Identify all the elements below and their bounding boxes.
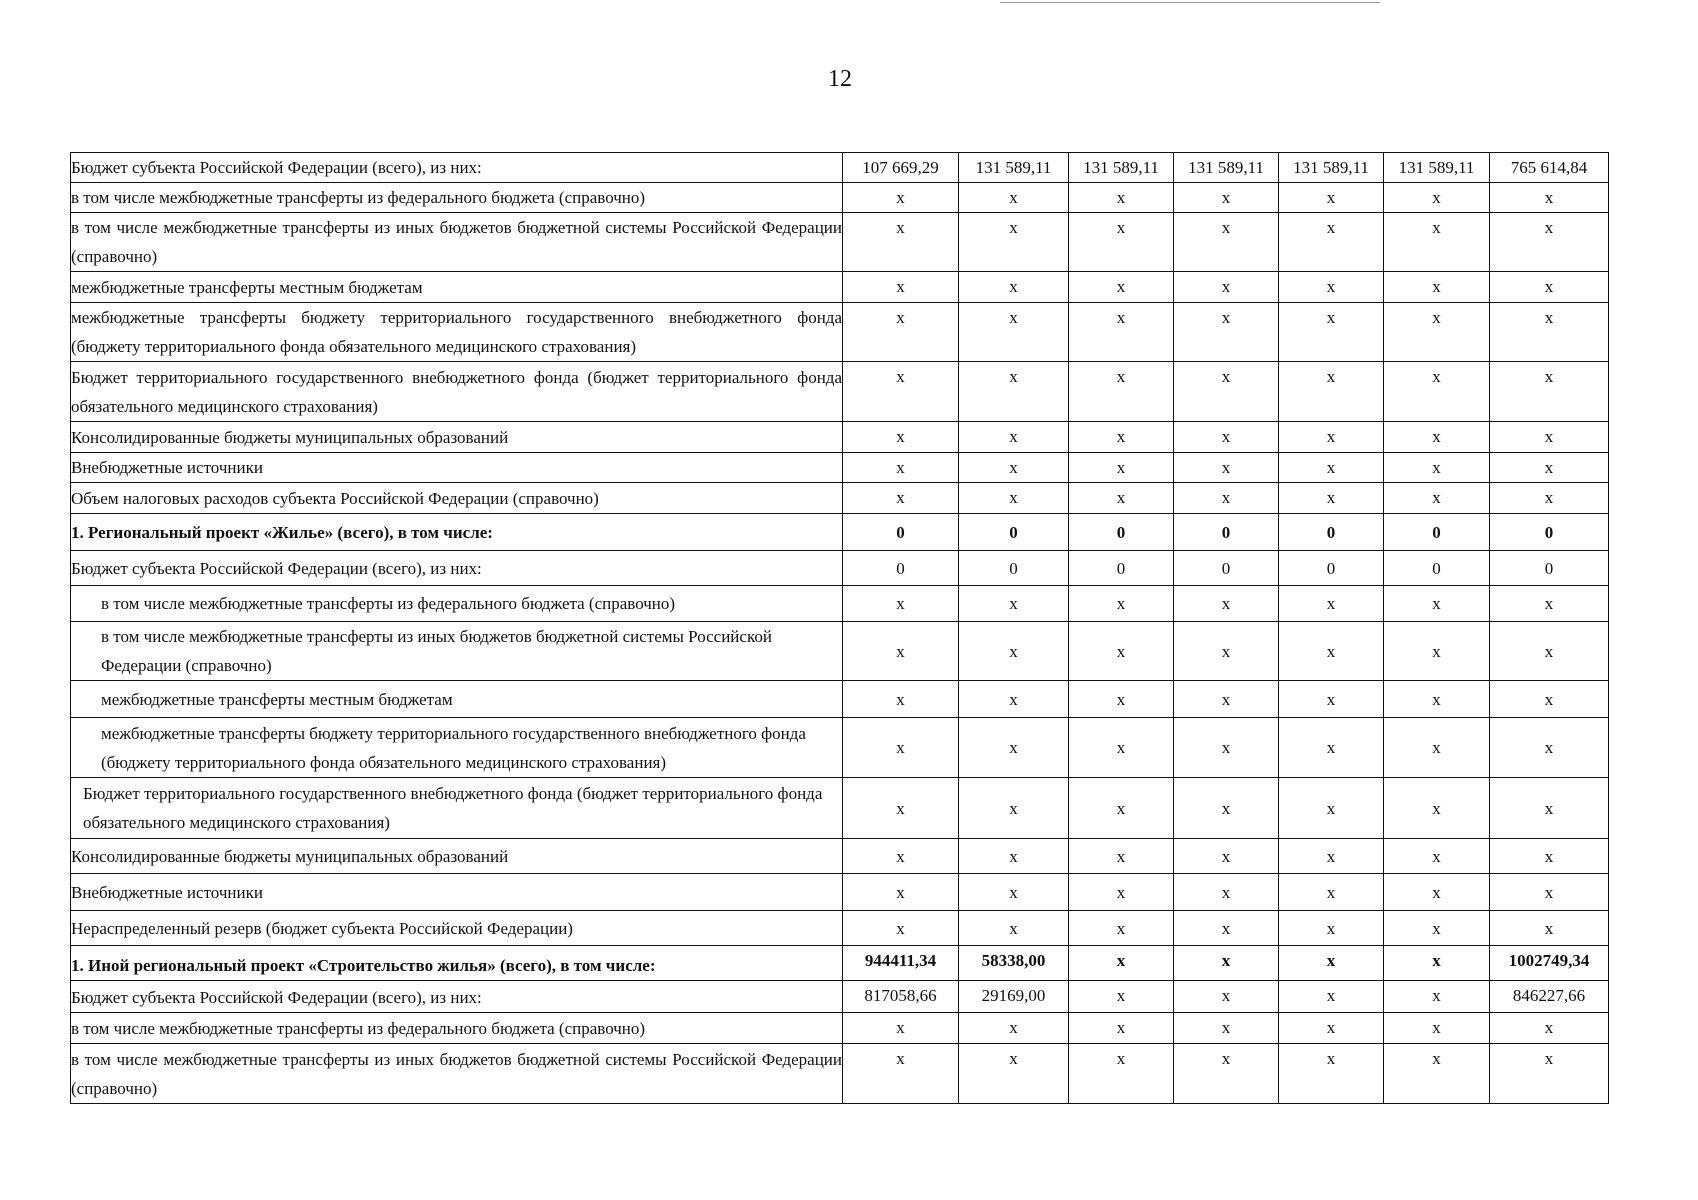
cell-value: x [1384,213,1490,272]
cell-value: x [959,718,1069,778]
cell-value: x [1174,213,1279,272]
cell-value: x [1279,1044,1384,1104]
cell-value: x [1279,778,1384,839]
cell-value: x [843,213,959,272]
cell-value: 0 [1490,551,1609,586]
cell-value: 58338,00 [959,946,1069,981]
cell-value: x [959,303,1069,362]
cell-value: x [1279,183,1384,213]
cell-value: x [1069,681,1174,718]
table-row [71,183,1609,213]
row-label: в том числе межбюджетные трансферты из иных бюджетов бюджетной системы Российской Федерации (справочно) [71,622,843,681]
cell-value: 0 [959,551,1069,586]
cell-value: x [1490,586,1609,622]
cell-value: x [1174,839,1279,874]
cell-value: x [1069,622,1174,681]
cell-value: x [1279,622,1384,681]
cell-value: x [1069,453,1174,483]
cell-value: x [1279,422,1384,453]
cell-value: x [1174,946,1279,981]
cell-value: x [1279,586,1384,622]
table-row [71,1044,1609,1104]
cell-value: 0 [1279,551,1384,586]
cell-value: x [1174,362,1279,422]
cell-value: x [1069,911,1174,946]
cell-value: x [1490,362,1609,422]
cell-value: x [1069,778,1174,839]
cell-value: 944411,34 [843,946,959,981]
cell-value: x [959,362,1069,422]
table-row [71,946,1609,981]
table-row [71,551,1609,586]
cell-value: x [959,272,1069,303]
cell-value: x [843,453,959,483]
cell-value: 846227,66 [1490,981,1609,1013]
cell-value: x [1069,839,1174,874]
table-row [71,981,1609,1013]
table-row [71,1013,1609,1044]
cell-value: 0 [1174,551,1279,586]
cell-value: 0 [843,514,959,551]
table-row [71,362,1609,422]
cell-value: x [1384,911,1490,946]
cell-value: x [1069,1013,1174,1044]
cell-value: 0 [1384,514,1490,551]
table-row [71,718,1609,778]
cell-value: x [1384,453,1490,483]
cell-value: 131 589,11 [1279,153,1384,183]
cell-value: x [959,453,1069,483]
cell-value: x [1384,778,1490,839]
cell-value: x [1490,453,1609,483]
cell-value: x [1384,422,1490,453]
cell-value: x [959,622,1069,681]
cell-value: x [1174,874,1279,911]
cell-value: x [1384,681,1490,718]
row-label: межбюджетные трансферты местным бюджетам [71,681,843,718]
cell-value: x [1279,483,1384,514]
cell-value: x [1279,303,1384,362]
cell-value: x [1384,303,1490,362]
cell-value: x [843,839,959,874]
scan-artifact-line [1000,2,1380,3]
table-row [71,911,1609,946]
cell-value: x [1279,911,1384,946]
cell-value: x [1279,362,1384,422]
row-label: Бюджет субъекта Российской Федерации (всего), из них: [71,981,843,1013]
row-label: в том числе межбюджетные трансферты из иных бюджетов бюджетной системы Российской Федерации (справочно) [71,1044,843,1104]
cell-value: x [959,778,1069,839]
row-label: Консолидированные бюджеты муниципальных образований [71,839,843,874]
row-label: Бюджет территориального государственного внебюджетного фонда (бюджет территориального фонда обязательного медицинского страхования) [71,778,843,839]
cell-value: x [1384,946,1490,981]
cell-value: x [1384,272,1490,303]
table-row [71,874,1609,911]
table-row [71,272,1609,303]
cell-value: x [843,303,959,362]
cell-value: x [1490,911,1609,946]
cell-value: x [843,681,959,718]
cell-value: x [1490,874,1609,911]
cell-value: x [1384,1013,1490,1044]
cell-value: x [1490,183,1609,213]
cell-value: x [1490,1013,1609,1044]
cell-value: x [1384,483,1490,514]
cell-value: x [1384,183,1490,213]
cell-value: 0 [1174,514,1279,551]
cell-value: x [1069,362,1174,422]
table-row [71,514,1609,551]
cell-value: x [1174,622,1279,681]
cell-value: x [1069,874,1174,911]
cell-value: x [1069,303,1174,362]
row-label: 1. Региональный проект «Жилье» (всего), в том числе: [71,514,843,551]
cell-value: x [1279,718,1384,778]
cell-value: 0 [843,551,959,586]
cell-value: x [1174,453,1279,483]
cell-value: x [843,183,959,213]
row-label: 1. Иной региональный проект «Строительство жилья» (всего), в том числе: [71,946,843,981]
row-label: Бюджет территориального государственного внебюджетного фонда (бюджет территориального фонда обязательного медицинского страхования) [71,362,843,422]
table-row [71,213,1609,272]
cell-value: x [843,1044,959,1104]
table-row [71,153,1609,183]
cell-value: x [1279,946,1384,981]
cell-value: x [1279,272,1384,303]
table-row [71,839,1609,874]
cell-value: 107 669,29 [843,153,959,183]
table-row [71,483,1609,514]
cell-value: x [1279,213,1384,272]
cell-value: x [843,586,959,622]
table-row [71,778,1609,839]
cell-value: x [1384,362,1490,422]
cell-value: x [843,272,959,303]
row-label: Бюджет субъекта Российской Федерации (всего), из них: [71,551,843,586]
cell-value: 765 614,84 [1490,153,1609,183]
cell-value: x [1174,911,1279,946]
cell-value: x [1174,272,1279,303]
cell-value: 29169,00 [959,981,1069,1013]
cell-value: x [1384,874,1490,911]
cell-value: x [1174,981,1279,1013]
row-label: межбюджетные трансферты бюджету территориального государственного внебюджетного фонда (бюджету территориального фонда обязательного медицинского страхования) [71,718,843,778]
budget-table [70,152,1609,1104]
cell-value: x [1490,272,1609,303]
cell-value: x [1490,778,1609,839]
cell-value: x [843,362,959,422]
table-row [71,303,1609,362]
cell-value: x [1279,681,1384,718]
cell-value: x [1384,981,1490,1013]
cell-value: x [1279,981,1384,1013]
row-label: Внебюджетные источники [71,453,843,483]
cell-value: x [1490,303,1609,362]
cell-value: x [843,483,959,514]
cell-value: x [959,183,1069,213]
row-label: межбюджетные трансферты местным бюджетам [71,272,843,303]
cell-value: x [959,586,1069,622]
cell-value: x [959,911,1069,946]
row-label: Внебюджетные источники [71,874,843,911]
cell-value: x [1069,213,1174,272]
table-row [71,453,1609,483]
cell-value: x [843,911,959,946]
cell-value: x [1174,483,1279,514]
cell-value: x [1490,483,1609,514]
table-row [71,586,1609,622]
cell-value: x [1069,422,1174,453]
cell-value: x [1174,718,1279,778]
cell-value: x [1490,718,1609,778]
table-row [71,622,1609,681]
cell-value: x [959,483,1069,514]
cell-value: 131 589,11 [1069,153,1174,183]
cell-value: x [1069,981,1174,1013]
table-row [71,422,1609,453]
table-row [71,681,1609,718]
cell-value: 131 589,11 [1174,153,1279,183]
cell-value: x [959,839,1069,874]
cell-value: 131 589,11 [1384,153,1490,183]
row-label: в том числе межбюджетные трансферты из федерального бюджета (справочно) [71,183,843,213]
page-number: 12 [828,66,852,92]
cell-value: x [1174,303,1279,362]
cell-value: 0 [1490,514,1609,551]
cell-value: x [959,1013,1069,1044]
cell-value: x [843,874,959,911]
cell-value: x [1069,718,1174,778]
cell-value: x [1490,1044,1609,1104]
cell-value: x [1174,1044,1279,1104]
row-label: в том числе межбюджетные трансферты из иных бюджетов бюджетной системы Российской Федерации (справочно) [71,213,843,272]
cell-value: x [1384,586,1490,622]
row-label: Консолидированные бюджеты муниципальных образований [71,422,843,453]
row-label: межбюджетные трансферты бюджету территориального государственного внебюджетного фонда (бюджету территориального фонда обязательного медицинского страхования) [71,303,843,362]
cell-value: x [1174,681,1279,718]
row-label: в том числе межбюджетные трансферты из федерального бюджета (справочно) [71,586,843,622]
cell-value: x [1174,183,1279,213]
cell-value: x [843,718,959,778]
cell-value: x [1384,718,1490,778]
cell-value: x [959,874,1069,911]
cell-value: 817058,66 [843,981,959,1013]
cell-value: x [1490,681,1609,718]
row-label: Нераспределенный резерв (бюджет субъекта Российской Федерации) [71,911,843,946]
cell-value: 0 [1384,551,1490,586]
cell-value: x [1279,453,1384,483]
cell-value: x [1384,839,1490,874]
cell-value: x [1490,839,1609,874]
cell-value: x [843,422,959,453]
cell-value: x [1069,483,1174,514]
cell-value: x [1279,1013,1384,1044]
cell-value: 0 [1279,514,1384,551]
cell-value: x [1174,586,1279,622]
cell-value: x [1069,272,1174,303]
cell-value: x [843,1013,959,1044]
cell-value: x [959,213,1069,272]
row-label: в том числе межбюджетные трансферты из федерального бюджета (справочно) [71,1013,843,1044]
cell-value: x [1490,622,1609,681]
cell-value: x [1174,778,1279,839]
cell-value: 131 589,11 [959,153,1069,183]
cell-value: x [843,778,959,839]
cell-value: x [1174,422,1279,453]
cell-value: x [959,1044,1069,1104]
cell-value: x [1490,422,1609,453]
row-label: Бюджет субъекта Российской Федерации (всего), из них: [71,153,843,183]
cell-value: x [1069,946,1174,981]
cell-value: x [959,681,1069,718]
cell-value: x [843,622,959,681]
cell-value: 1002749,34 [1490,946,1609,981]
cell-value: x [1174,1013,1279,1044]
cell-value: 0 [1069,551,1174,586]
cell-value: 0 [959,514,1069,551]
cell-value: x [1384,622,1490,681]
row-label: Объем налоговых расходов субъекта Российской Федерации (справочно) [71,483,843,514]
cell-value: x [1069,183,1174,213]
cell-value: x [1069,586,1174,622]
cell-value: x [1279,839,1384,874]
cell-value: x [959,422,1069,453]
cell-value: x [1069,1044,1174,1104]
cell-value: x [1384,1044,1490,1104]
cell-value: x [1279,874,1384,911]
cell-value: 0 [1069,514,1174,551]
cell-value: x [1490,213,1609,272]
